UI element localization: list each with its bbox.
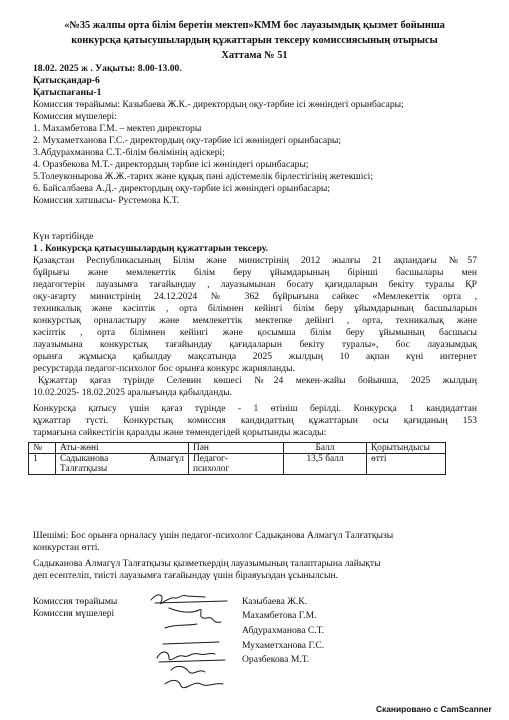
commission-member: 4. Оразбекова М.Т.- директордың тәрбие ісі жөніндегі орынбасары;: [33, 159, 309, 170]
decision-line: деп есептеліп, тиісті лауазымға тағайындау үшін біраяуыздан ұсынылсын.: [33, 570, 339, 581]
table-header-row: [29, 443, 446, 454]
candidate-first-name: Алмагүл: [149, 454, 184, 464]
table-cell-name: [56, 454, 189, 475]
commission-member: 2. Мухаметханова Г.С.- директордың оқу-тәрбие ісі жөніндегі орынбасары;: [33, 135, 342, 146]
signature-name: Махамбетова Г.М.: [242, 610, 317, 621]
participation-paragraph-line: құжаттар түсті. Конкурстық комиссия кандидаттың құжаттарын осы қағиданың 153: [33, 415, 477, 426]
documents-paragraph-line: Құжаттар қағаз түрінде Селевин көшесі №24 мекен-жайы бойынша, 2025 жылдың: [38, 375, 477, 386]
commission-members-label: Комиссия мүшелері:: [33, 111, 117, 122]
agenda-paragraph-line: оқу-ағарту министрінің 24.12.2024 № 362 бұйрығына сәйкес «Мемлекеттік орта ,: [33, 291, 477, 302]
table-cell-num: 1: [29, 454, 56, 475]
table-header-cell: Аты-жөні: [56, 443, 189, 454]
agenda-paragraph-line: педагогтерін лауазымға тағайындау , лауазымынан босату қағидаларын бекіту туралы ҚР: [33, 279, 477, 290]
agenda-paragraph-line: ресурстарда педагог-психолог бос орынға конкурс жарияланды.: [33, 363, 295, 374]
table-cell-score: 13,5 балл: [284, 454, 367, 475]
table-cell-subject: [189, 454, 284, 475]
signature-chair-label: Комиссия төрайымы: [33, 596, 118, 607]
decision-line: Садыканова Алмагүл Талғатқызы қызметкердің лауазымының талаптарына лайықты: [33, 558, 381, 569]
scanner-watermark: Сканировано с CamScanner: [376, 704, 492, 714]
table-row: [29, 454, 446, 475]
subject-line: Педагог-: [193, 454, 229, 464]
decision-line: Шешімі: Бос орынға орналасу үшін педагог-психолог Садықанова Алмагүл Талғатқызы: [33, 530, 394, 541]
participation-paragraph-line: Конкурсқа қатысу үшін қағаз түрінде - 1 өтініш берілді. Конкурсқа 1 кандидаттан: [33, 403, 477, 414]
agenda-paragraph-line: Қазақстан Республикасының Білім және министрінің 2012 жылғы 21 ақпандағы №57: [33, 255, 477, 266]
commission-chair: Комиссия төрайымы: Казыбаева Ж.К.- директордың оқу-тәрбие ісі жөніндегі орынбасары;: [33, 99, 404, 110]
absent-count: Қатыспағаны-1: [33, 87, 102, 98]
signature-name: Оразбекова М.Т.: [242, 654, 310, 665]
commission-member: 3.Абдурахманова С.Т.-білім бөлімінің әдіскері;: [33, 147, 225, 158]
agenda-paragraph-line: бұйрығы және мемлекеттік білім беру ұйымдарының бірінші басшылары мен: [33, 267, 477, 278]
decision-line: конкурстан өтті.: [33, 542, 100, 553]
commission-member: 6. Байсалбаева А.Д.- директордың оқу-тәрбие ісі жөніндегі орынбасары;: [33, 183, 331, 194]
handwritten-signatures: [135, 584, 245, 696]
table-header-cell: Қорытындысы: [367, 443, 446, 454]
participation-paragraph-line: тармағына сәйкестігін қаралды және төмендегідей қорытынды жасады:: [33, 427, 327, 438]
results-table: [28, 442, 446, 475]
candidate-surname: Садыканова: [60, 454, 109, 464]
commission-member: 5.Толеуконырова Ж.Ж.-тарих және құқық пәні әдістемелік бірлестігінің жетекшісі;: [33, 171, 374, 182]
table-header-cell: Пән: [189, 443, 284, 454]
agenda-paragraph-line: техникалық және кәсіптік , орта білімнен кейінгі білім беру ұйымдарының басшыларын: [33, 303, 477, 314]
signature-name: Абдурахманова С.Т.: [242, 625, 324, 636]
signature-name: Мухаметханова Г.С.: [242, 640, 325, 651]
subject-line: психолог: [193, 464, 230, 474]
documents-paragraph-line: 10.02.2025- 18.02.2025 аралығында қабылданды.: [33, 387, 233, 398]
protocol-number: Хаттама № 51: [221, 50, 288, 61]
table-header-cell: Балл: [284, 443, 367, 454]
commission-member: 1. Махамбетова Г.М. – мектеп директоры: [33, 123, 202, 134]
agenda-paragraph-line: лауазымына конкурстық тағайындау қағидаларын бекіту туралы», бос лауазымдық: [33, 339, 477, 350]
table-cell-result: өтті: [367, 454, 446, 475]
header-line-2: конкурсқа қатысушылардың құжаттарын тексеру комиссиясының отырысы: [71, 35, 438, 46]
header-line-1: «№35 жалпы орта білім беретін мектеп»КММ бос лауазымдық қызмет бойынша: [64, 20, 445, 31]
signature-name: Казыбаева Ж.К.: [242, 596, 308, 607]
agenda-paragraph-line: кәсіптік , орта білімнен кейінгі және қосымша білім беру ұйымының басшысы: [33, 327, 477, 338]
agenda-item-1: 1 . Конкурсқа қатысушылардың құжаттарын тексеру.: [33, 243, 269, 254]
signature-members-label: Комиссия мүшелері: [33, 608, 115, 619]
table-header-cell: №: [29, 443, 56, 454]
agenda-title: Күн тәртібінде: [33, 231, 94, 242]
commission-secretary: Комиссия хатшысы- Рустемова К.Т.: [33, 195, 180, 206]
agenda-paragraph-line: конкурстық орналастыру және мемлекеттік мектепке дейінгі , орта, техникалық және: [33, 315, 477, 326]
agenda-paragraph-line: орынға жұмысқа қабылдау мақсатында 2025 жылдың 10 ақпан күні интернет: [33, 351, 477, 362]
candidate-patronymic: Талғатқызы: [60, 464, 108, 474]
present-count: Қатысқандар-6: [33, 75, 100, 86]
meeting-date-time: 18.02. 2025 ж . Уақыты: 8.00-13.00.: [33, 63, 182, 74]
